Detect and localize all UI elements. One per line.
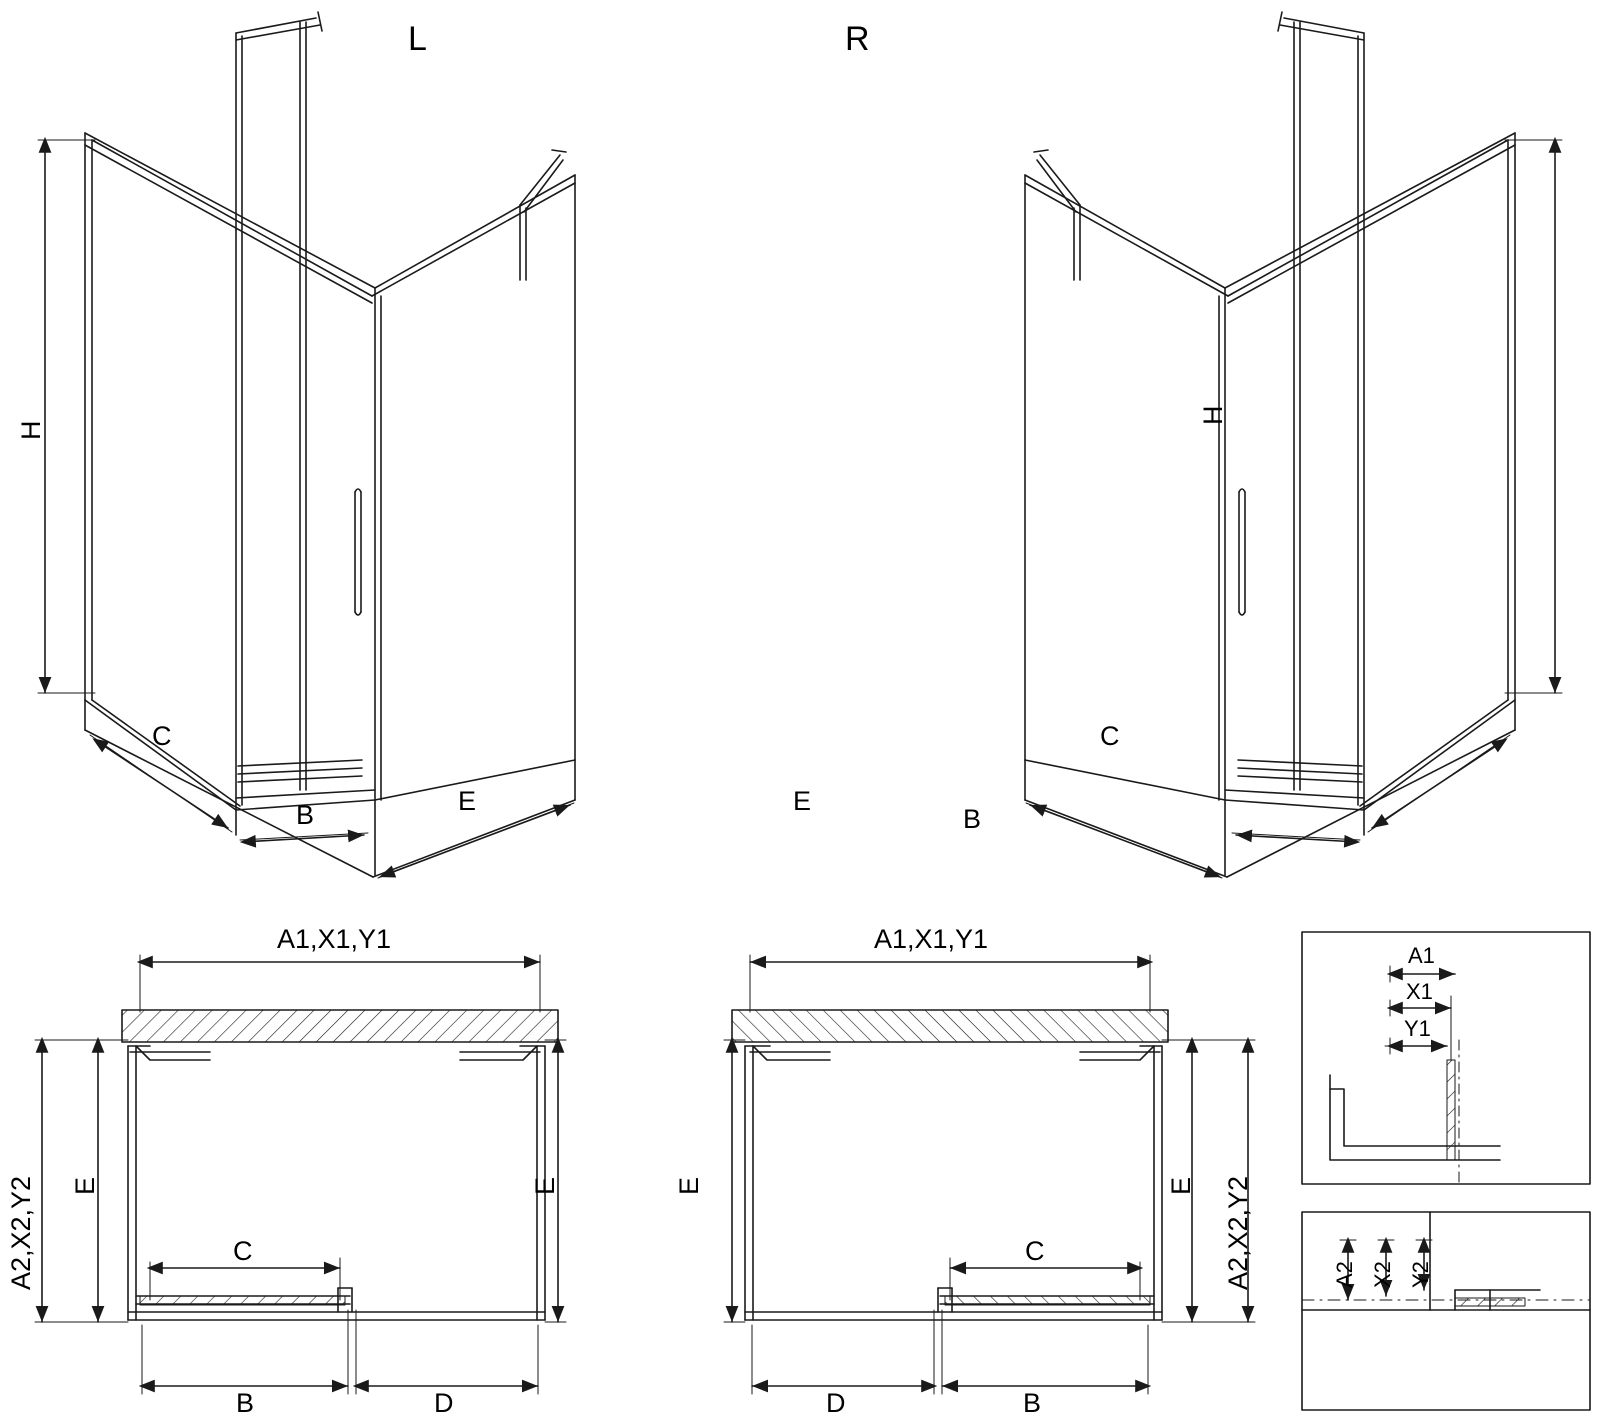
plan-right-bottom-left-label: D [826, 1388, 846, 1418]
iso-left-fixed-panel-label: C [152, 721, 172, 751]
iso-left-height-label: H [16, 420, 46, 440]
plan-left-bottom-left-label: B [236, 1388, 255, 1418]
detail-bottom-geometry [1302, 1212, 1590, 1410]
iso-right-variant-label: R [845, 20, 870, 58]
plan-right-side-left-label: E [674, 1176, 704, 1195]
plan-right-top-dimension-label: A1,X1,Y1 [874, 924, 989, 954]
iso-left-variant-label: L [408, 20, 427, 58]
plan-left-side-right-label: E [530, 1176, 560, 1195]
iso-left-door-label: B [296, 800, 315, 830]
detail-top-label-y1: Y1 [1404, 1016, 1431, 1041]
plan-right-side-right-label: E [1166, 1176, 1196, 1195]
plan-right-inner-label: C [1025, 1236, 1045, 1266]
plan-right-geometry [724, 955, 1255, 1394]
plan-left-inner-label: C [233, 1236, 253, 1266]
plan-left-geometry [35, 955, 566, 1394]
iso-right-side-panel-label: E [793, 786, 812, 816]
iso-left-geometry [38, 12, 575, 878]
iso-left-side-panel-label: E [458, 786, 477, 816]
iso-right-door-label: B [963, 804, 982, 834]
iso-right-fixed-panel-label: C [1100, 721, 1120, 751]
plan-left-side-left-label: E [70, 1176, 100, 1195]
detail-bottom-label-a2: A2 [1332, 1261, 1357, 1288]
plan-left-top-dimension-label: A1,X1,Y1 [277, 924, 392, 954]
plan-left-bottom-right-label: D [434, 1388, 454, 1418]
plan-right-bottom-right-label: B [1023, 1388, 1042, 1418]
iso-right-height-label: H [1198, 405, 1228, 425]
detail-bottom-label-y2: Y2 [1408, 1261, 1433, 1288]
detail-top-label-a1: A1 [1408, 943, 1435, 968]
detail-bottom-label-x2: X2 [1370, 1261, 1395, 1288]
detail-top-label-x1: X1 [1406, 979, 1433, 1004]
plan-right-outer-dimension-label: A2,X2,Y2 [1223, 1175, 1253, 1290]
plan-left-outer-dimension-label: A2,X2,Y2 [6, 1175, 36, 1290]
detail-top-geometry [1302, 932, 1590, 1184]
